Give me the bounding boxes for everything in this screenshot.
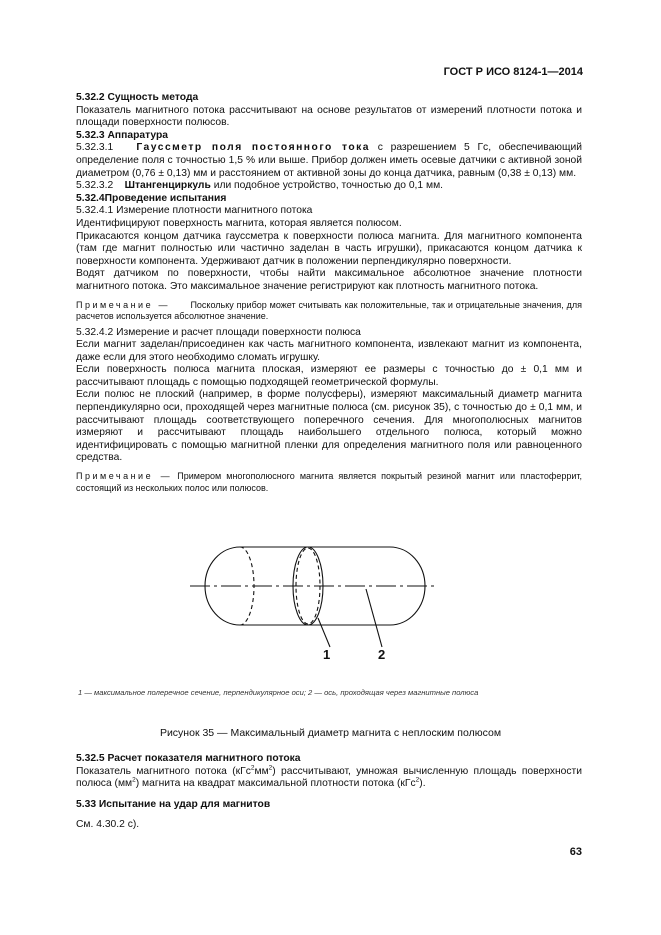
section-5-32-4-2-paragraph-1: Если магнит заделан/присоединен как часть магнитного компонента, извлекают магнит из компонента, даже если для этого необходимо сломать игрушку. [76, 339, 582, 363]
leader-line-2 [366, 589, 382, 647]
section-5-32-4-2-paragraph-3: Если полюс не плоский (например, в форме полусферы), измеряют максимальный диаметр магнита перпендикулярно оси, проходящей через магнитные полюса (см. рисунок 35), с точностью до ± 0,1 мм, и рассчитывают площадь соответствующего поперечного сечения. Для многополюсных магнитов измеряют и рассчитывают площадь наибольшего отдельного полюса, который можно идентифицировать с помощью магнитной пленки для определения магнитного поля или равноценного средства. [76, 389, 582, 464]
section-5-32-4-1-paragraph-3: Водят датчиком по поверхности, чтобы найти максимальное абсолютное значение плотности магнитного потока. Это максимальное значение регистрируют как плотность магнитного потока. [76, 268, 582, 292]
section-5-32-4-1-paragraph-2: Прикасаются концом датчика гауссметра к поверхности полюса магнита. Для магнитного компонента (там где магнит полностью или частично заделан в часть игрушки), прикасаются концом датчика к поверхности компонента. Удерживают датчик в положении перпендикулярно поверхности. [76, 230, 582, 267]
section-5-33-title: 5.33 Испытание на удар для магнитов [76, 798, 271, 810]
body-text-top [76, 92, 582, 498]
section-5-32-3-title: 5.32.3 Аппаратура [76, 129, 169, 141]
section-5-32-3-1: 5.32.3.1 Гауссметр поля постоянного тока с разрешением 5 Гс, обеспечивающий определение поля с точностью 1,5 % или выше. Прибор должен иметь осевые датчики с активной зоной диаметром (0,76 ± 0,13) мм и расстоянием от активной зоны до конца датчика, равным (0,38 ± 0,13) мм. [76, 142, 582, 179]
section-5-32-4-1-paragraph-1: Идентифицируют поверхность магнита, которая является полюсом. [76, 217, 402, 229]
section-5-32-4-2-paragraph-2: Если поверхность полюса магнита плоская, измеряют ее размеры с точностью до ± 0,1 мм и рассчитывают площадь с помощью подходящей геометрической формулы. [76, 364, 582, 388]
page-number: 63 [569, 846, 582, 858]
section-5-32-4-2-heading: 5.32.4.2 Измерение и расчет площади поверхности полюса [76, 326, 361, 338]
section-5-33-paragraph: См. 4.30.2 с). [76, 819, 140, 831]
figure-caption: Рисунок 35 — Максимальный диаметр магнита с неплоским полюсом [159, 727, 502, 739]
figure-label-1: 1 [323, 647, 331, 662]
magnet-figure [190, 535, 450, 665]
figure-legend: 1 — максимальное полеречное сечение, перпендикулярное оси; 2 — ось, проходящая через магнитные полюса [78, 688, 479, 697]
section-5-32-5-title: 5.32.5 Расчет показателя магнитного потока [76, 753, 301, 764]
section-5-32-2-paragraph: Показатель магнитного потока рассчитывают на основе результатов от измерений плотности потока и площади поверхности полюсов. [76, 104, 582, 129]
section-5-32-4-title: 5.32.4Проведение испытания [76, 192, 227, 204]
leader-line-1 [318, 618, 330, 647]
note-2: Примечание — Примером многополюсного магнита является покрытый резиной магнит или пластоферрит, состоящий из нескольких полос или полюсов. [76, 471, 583, 493]
note-1: Примечание — Поскольку прибор может считывать как положительные, так и отрицательные значения, для расчетов используется абсолютное значение. [76, 299, 583, 321]
section-5-32-4-1-heading: 5.32.4.1 Измерение плотности магнитного потока [76, 205, 313, 217]
figure-label-2: 2 [378, 647, 386, 662]
body-text-bottom [76, 753, 582, 832]
section-5-32-3-2: 5.32.3.2 Штангенциркуль или подобное устройство, точностью до 0,1 мм. [76, 180, 444, 192]
section-5-32-5-paragraph: Показатель магнитного потока $(кГс^2мм^2)$ рассчитывают, умножая вычисленную площадь поверхности полюса $(мм^2)$ магнита на квадрат максимальной плотности потока (кГс$^2$). [76, 764, 583, 790]
section-5-32-2-title: 5.32.2 Сущность метода [76, 92, 199, 103]
document-header: ГОСТ Р ИСО 8124-1—2014 [443, 66, 583, 78]
